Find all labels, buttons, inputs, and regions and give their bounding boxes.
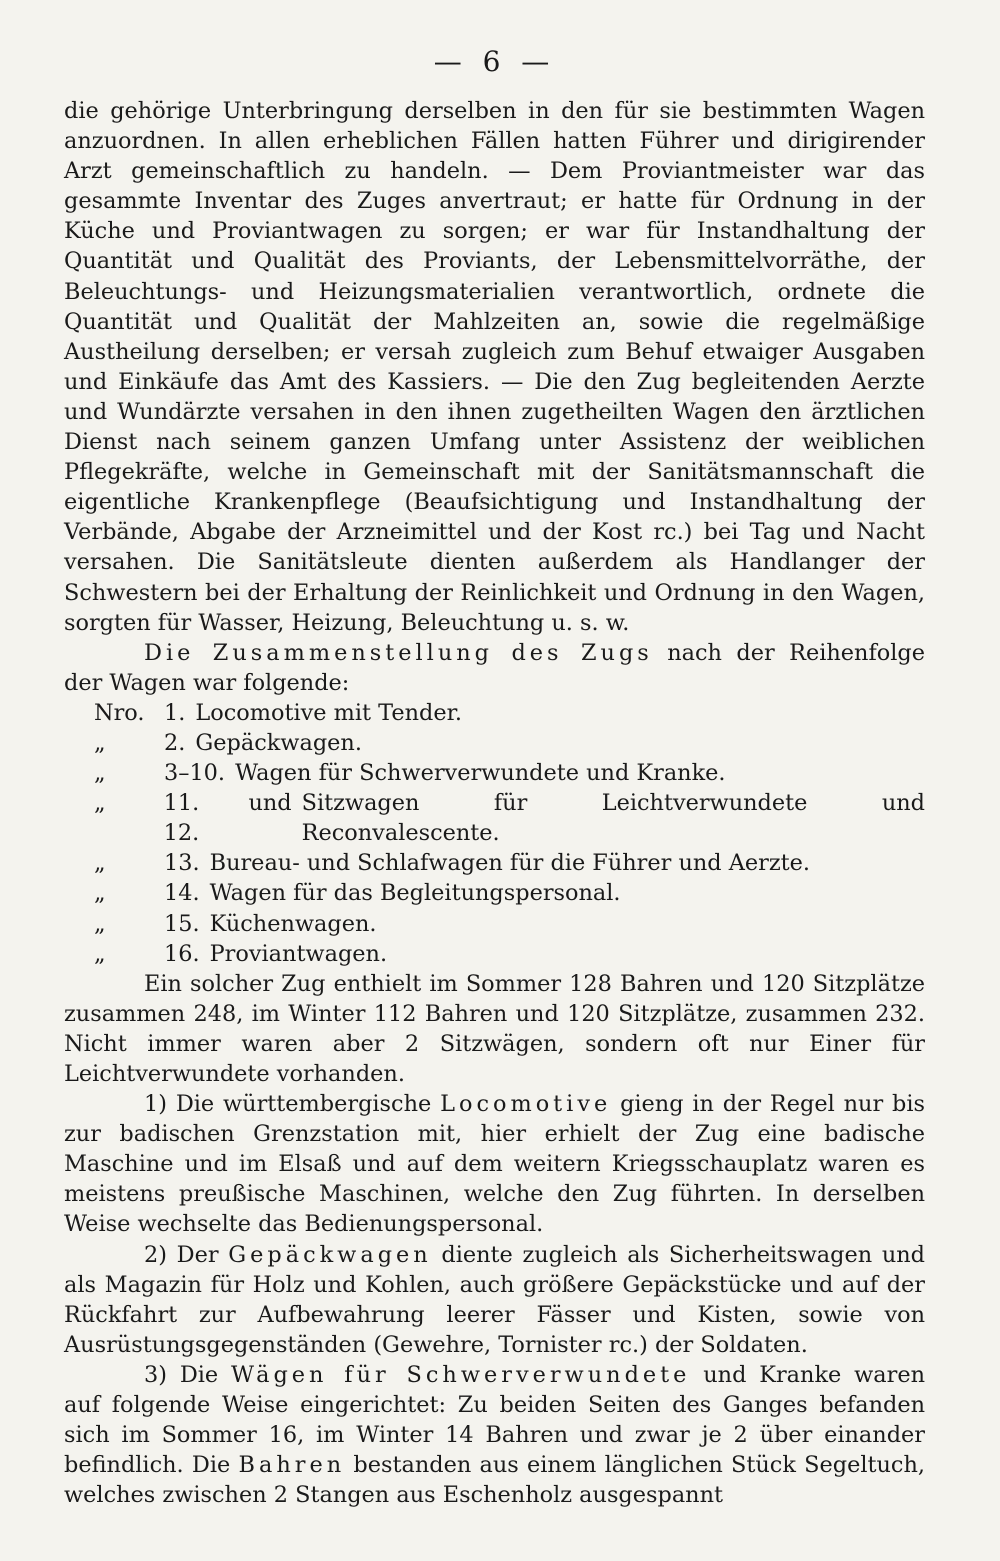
list-number: 16. bbox=[164, 940, 200, 967]
paragraph-duties: die gehörige Unterbringung derselben in den für sie bestimmten Wagen anzuordnen. In allen erheblichen Fällen hatten Führer und dirigirender Arzt gemeinschaftlich zu handeln. — Dem Proviantmeister war das gesammte Inventar des Zuges anvertraut; er hatte für Ordnung in der Küche und Proviantwagen zu sorgen; er war für Instandhaltung der Quantität und Qualität des Proviants, der Lebensmittelvorräthe, der Beleuchtungs- und Heizungsmaterialien verantwortlich, ordnete die Quantität und Qualität der Mahlzeiten an, sowie die regelmäßige Austheilung derselben; er versah zugleich zum Behuf etwaiger Ausgaben und Einkäufe das Amt des Kassiers. — Die den Zug begleitenden Aerzte und Wundärzte versahen in den ihnen zugetheilten Wagen den ärztlichen Dienst nach seinem ganzen Umfang unter Assistenz der weiblichen Pflegekräfte, welche in Gemeinschaft mit der Sanitätsmannschaft die eigentliche Krankenpflege (Beaufsichtigung und Instandhaltung der Verbände, Abgabe der Arzneimittel und der Kost rc.) bei Tag und Nacht versahen. Die Sanitätsleute dienten außerdem als Handlanger der Schwestern bei der Erhaltung der Reinlichkeit und Ordnung in den Wagen, sorgten für Wasser, Heizung, Beleuchtung u. s. w. bbox=[64, 98, 925, 636]
list-prefix: „ bbox=[94, 850, 106, 877]
spaced-term: Locomotive bbox=[440, 1091, 612, 1118]
list-number: 3–10. bbox=[164, 760, 226, 787]
page-number: — 6 — bbox=[433, 45, 556, 78]
note-text: gieng in der Regel nur bis zur badischen Grenzstation mit, hier erhielt der Zug eine badische Maschine und im Elsaß und auf dem weitern Kriegsschauplatz waren es meistens preußische Maschinen, welche den Zug führten. In derselben Weise wechselte das Bedienungspersonal. bbox=[64, 1091, 925, 1238]
list-item bbox=[64, 728, 925, 758]
note-text: bestanden aus einem länglichen Stück Segeltuch, welches zwischen 2 Stangen aus Eschenholz ausgespannt bbox=[64, 1452, 925, 1509]
list-item bbox=[64, 909, 925, 939]
list-description: Gepäckwagen. bbox=[195, 729, 362, 756]
list-description: Wagen für das Begleitungspersonal. bbox=[209, 880, 621, 907]
page-body bbox=[64, 96, 925, 1510]
spaced-term: Gepäckwagen bbox=[228, 1241, 432, 1268]
list-item bbox=[64, 788, 925, 848]
note-locomotive bbox=[64, 1089, 925, 1239]
wagon-list bbox=[64, 698, 925, 969]
note-wounded-cars bbox=[64, 1360, 925, 1510]
list-item bbox=[64, 758, 925, 788]
note-text: 1) Die württembergische bbox=[144, 1091, 441, 1118]
list-description: Wagen für Schwerverwundete und Kranke. bbox=[235, 760, 726, 787]
list-number: 15. bbox=[164, 910, 200, 937]
list-number: 1. bbox=[164, 699, 186, 726]
note-text: 2) Der bbox=[144, 1241, 229, 1268]
list-prefix: „ bbox=[94, 880, 106, 907]
list-prefix: „ bbox=[94, 790, 106, 817]
spaced-term: Bahren bbox=[238, 1452, 346, 1479]
paragraph-capacity: Ein solcher Zug enthielt im Sommer 128 Bahren und 120 Sitzplätze zusammen 248, im Winter 112 Bahren und 120 Sitzplätze, zusammen 232. Nicht immer waren aber 2 Sitzwägen, sondern oft nur Einer für Leichtverwundete vorhanden. bbox=[64, 970, 925, 1087]
paragraph-train-composition bbox=[64, 638, 925, 698]
list-item bbox=[64, 939, 925, 969]
list-prefix: „ bbox=[94, 910, 106, 937]
list-prefix: Nro. bbox=[94, 699, 145, 726]
list-prefix: „ bbox=[94, 940, 106, 967]
paragraph-text: nach der Reihenfolge der Wagen war folgende: bbox=[64, 639, 925, 696]
list-number: 2. bbox=[164, 729, 186, 756]
list-item bbox=[64, 848, 925, 878]
list-description: Locomotive mit Tender. bbox=[195, 699, 462, 726]
list-description: Küchenwagen. bbox=[209, 910, 377, 937]
list-number: 13. bbox=[164, 850, 200, 877]
note-text: diente zugleich als Sicherheitswagen und als Magazin für Holz und Kohlen, auch größere Gepäckstücke und auf der Rückfahrt zur Aufbewahrung leerer Fässer und Kisten, sowie von Ausrüstungsgegenständen (Gewehre, Tornister rc.) der Soldaten. bbox=[64, 1241, 926, 1358]
spaced-term: Wägen für Schwerverwundete bbox=[231, 1361, 691, 1388]
list-description: Sitzwagen für Leichtverwundete und Reconvalescente. bbox=[301, 790, 925, 847]
list-description: Bureau- und Schlafwagen für die Führer und Aerzte. bbox=[209, 850, 811, 877]
spaced-heading: Die Zusammenstellung des Zugs bbox=[144, 639, 653, 666]
note-text: 3) Die bbox=[144, 1361, 232, 1388]
list-item bbox=[64, 878, 925, 908]
list-prefix: „ bbox=[94, 729, 106, 756]
note-baggage-car bbox=[64, 1240, 925, 1360]
list-prefix: „ bbox=[94, 760, 106, 787]
list-item bbox=[64, 698, 925, 728]
list-description: Proviantwagen. bbox=[209, 940, 388, 967]
list-number: 14. bbox=[164, 880, 200, 907]
list-number: 11. und 12. bbox=[163, 790, 292, 847]
note-text: und Kranke waren auf folgende Weise eingerichtet: Zu beiden Seiten des Ganges befanden sich im Sommer 16, im Winter 14 Bahren und zwar je 2 über einander befindlich. Die bbox=[64, 1361, 925, 1479]
